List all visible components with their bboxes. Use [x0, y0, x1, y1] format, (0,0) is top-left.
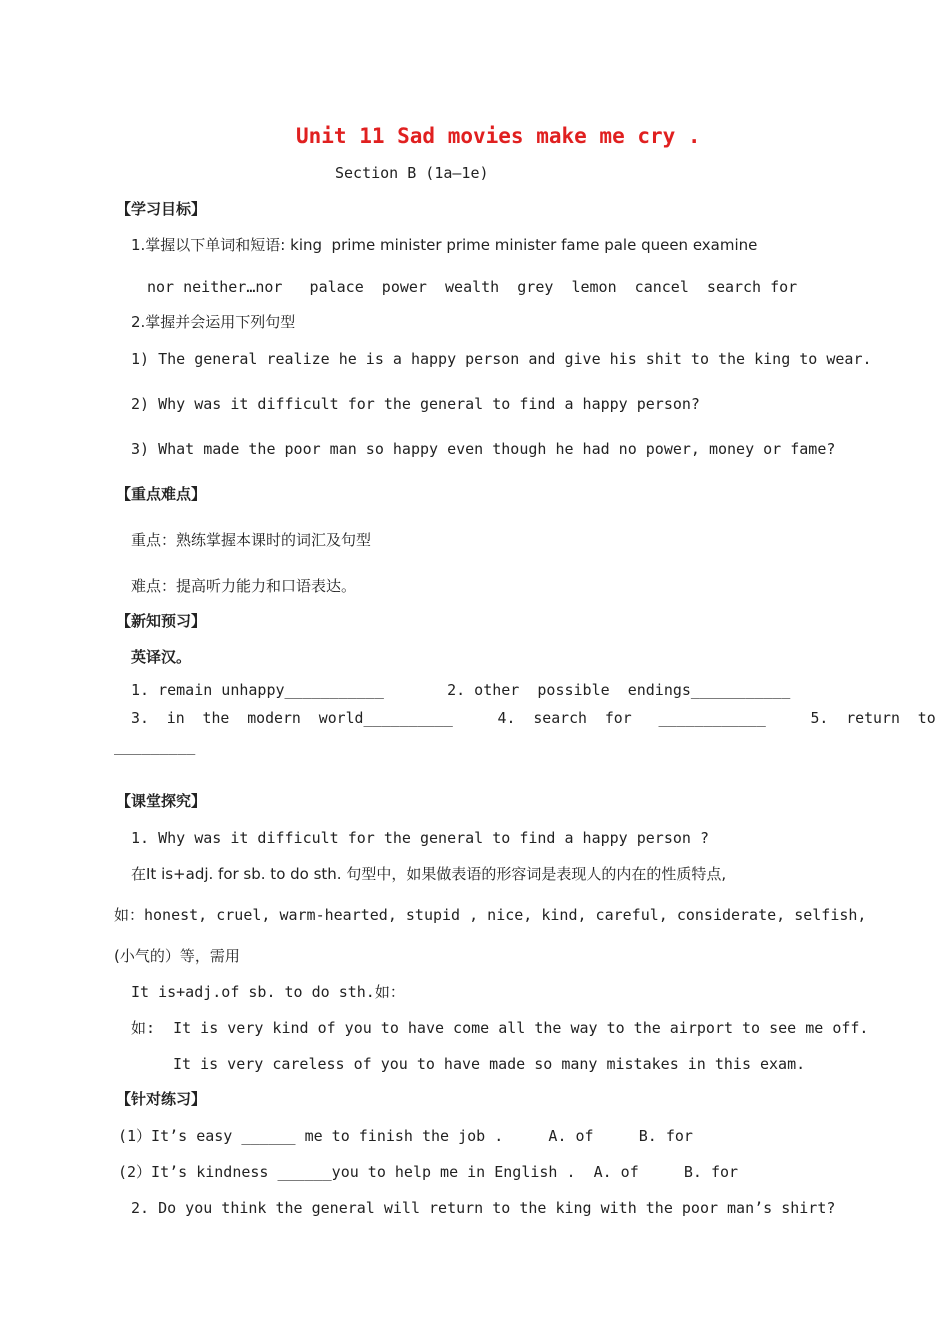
section-subtitle: Section B (1a—1e)	[335, 164, 489, 182]
difficult-point: 难点：提高听力能力和口语表达。	[131, 577, 357, 595]
preview-row-1: 1. remain unhappy___________ 2. other possible endings___________	[131, 681, 791, 699]
explore-example-2: It is very careless of you to have made so many mistakes in this exam.	[173, 1055, 806, 1073]
sentence-1: 1) The general realize he is a happy person and give his shit to the king to wear.	[131, 350, 872, 368]
heading-learning-goals: 【学习目标】	[116, 200, 207, 218]
explore-paragraph-3: (小气的）等，需用	[114, 947, 240, 965]
goal-item-1: 1.掌握以下单词和短语: king prime minister prime minister fame pale queen examine	[131, 236, 758, 254]
explore-paragraph-2: 如：honest, cruel, warm-hearted, stupid , nice, kind, careful, considerate, selfish,	[114, 906, 867, 924]
explore-example-1: 如: It is very kind of you to have come all the way to the airport to see me off.	[131, 1019, 869, 1037]
heading-key-points: 【重点难点】	[116, 485, 207, 503]
key-point: 重点：熟练掌握本课时的词汇及句型	[131, 531, 372, 549]
practice-exercise-1: (1）It’s easy ______ me to finish the job . A. of B. for	[118, 1127, 693, 1145]
preview-row-2: 3. in the modern world__________ 4. search for ____________ 5. return to	[131, 709, 936, 727]
practice-question-2: 2. Do you think the general will return to the king with the poor man’s shirt?	[131, 1199, 836, 1217]
heading-preview: 【新知预习】	[116, 612, 207, 630]
goal-item-1-continued: nor neither…nor palace power wealth grey lemon cancel search for	[147, 278, 798, 296]
explore-pattern: It is+adj.of sb. to do sth.如：	[131, 983, 405, 1001]
heading-class-exploration: 【课堂探究】	[116, 792, 207, 810]
explore-paragraph-1: 在It is+adj. for sb. to do sth. 句型中，如果做表语的形容词是表现人的内在的性质特点,	[131, 865, 727, 883]
preview-row-3: _________	[114, 737, 196, 755]
heading-practice: 【针对练习】	[116, 1090, 207, 1108]
explore-question-1: 1. Why was it difficult for the general to find a happy person ?	[131, 829, 709, 847]
preview-task: 英译汉。	[131, 648, 192, 666]
page-title: Unit 11 Sad movies make me cry .	[296, 124, 701, 148]
practice-exercise-2: (2）It’s kindness ______you to help me in English . A. of B. for	[118, 1163, 739, 1181]
sentence-3: 3) What made the poor man so happy even though he had no power, money or fame?	[131, 440, 836, 458]
goal-item-2: 2.掌握并会运用下列句型	[131, 313, 296, 331]
sentence-2: 2) Why was it difficult for the general to find a happy person?	[131, 395, 700, 413]
